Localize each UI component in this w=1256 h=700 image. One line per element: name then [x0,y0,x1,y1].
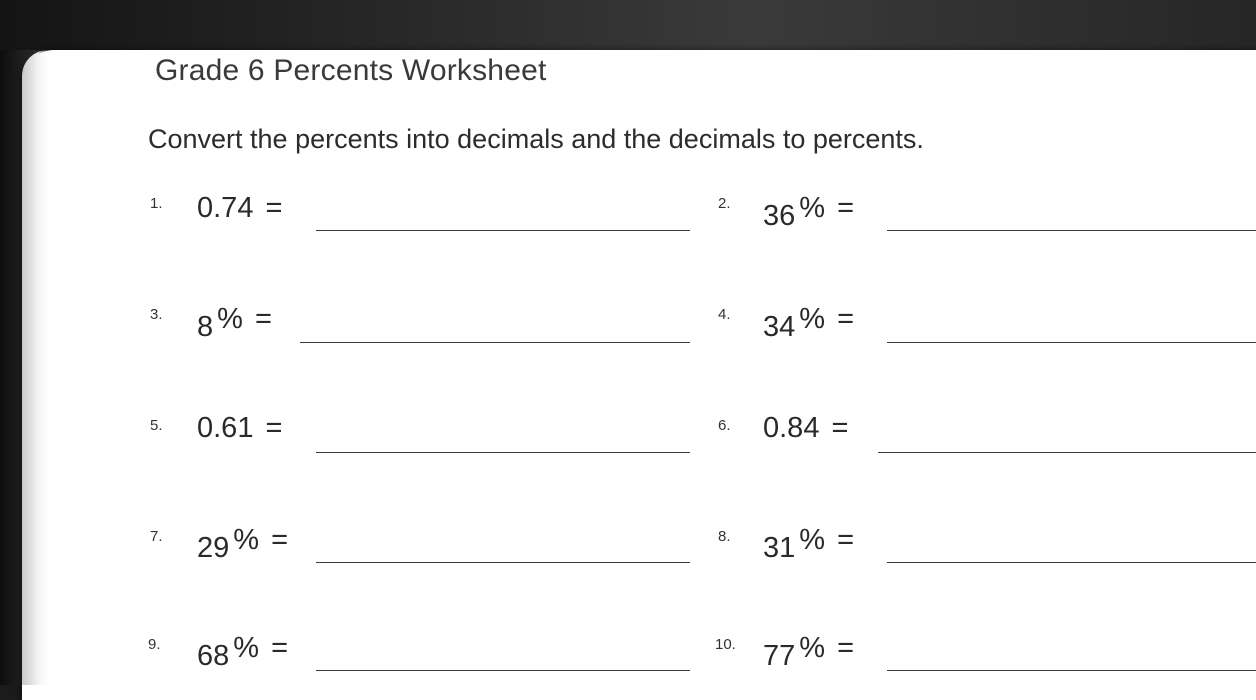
equals-sign: = [837,192,854,224]
worksheet-title: Grade 6 Percents Worksheet [155,54,547,87]
problem-expression [763,632,854,672]
problem-number: 2. [718,195,731,212]
problem-expression [197,412,282,445]
problem-number: 5. [150,417,163,434]
problem-expression [197,524,288,564]
percent-sign: % [233,632,260,664]
problem-value: 0.74 [197,192,254,224]
problem-number: 8. [718,528,731,545]
problem-value: 0.84 [763,412,820,444]
percent-sign: % [799,192,826,224]
answer-line[interactable] [300,342,690,343]
equals-sign: = [837,303,854,335]
worksheet-instructions: Convert the percents into decimals and the decimals to percents. [148,124,924,154]
percent-sign: % [799,632,826,664]
problem-value: 68 [197,640,230,672]
answer-line[interactable] [878,452,1256,453]
problem-number: 1. [150,195,163,212]
answer-line[interactable] [316,452,690,453]
problem-expression [763,303,854,343]
problem-expression [763,412,848,445]
percent-sign: % [799,303,826,335]
equals-sign: = [271,524,288,556]
answer-line[interactable] [887,342,1256,343]
answer-line[interactable] [887,230,1256,231]
percent-sign: % [217,303,243,335]
problem-number: 10. [715,636,736,653]
percent-sign: % [233,524,260,556]
equals-sign: = [254,303,272,335]
problem-number: 9. [148,636,161,653]
problem-expression [763,192,854,232]
problem-value: 34 [763,311,796,343]
problem-expression [197,192,282,225]
answer-line[interactable] [316,670,690,671]
problem-expression [197,632,288,672]
percent-sign: % [799,524,826,556]
problem-value: 36 [763,200,796,232]
equals-sign: = [265,192,283,224]
answer-line[interactable] [316,230,690,231]
equals-sign: = [265,412,283,444]
problem-number: 6. [718,417,731,434]
equals-sign: = [837,524,854,556]
problem-value: 77 [763,640,796,672]
problem-number: 3. [150,306,163,323]
problem-value: 29 [197,532,230,564]
problem-expression [763,524,854,564]
problem-value: 0.61 [197,412,254,444]
answer-line[interactable] [316,562,690,563]
problem-number: 7. [150,528,163,545]
problem-number: 4. [718,306,731,323]
equals-sign: = [837,632,854,664]
problem-value: 8 [197,311,214,343]
answer-line[interactable] [887,670,1256,671]
answer-line[interactable] [887,562,1256,563]
equals-sign: = [831,412,849,444]
equals-sign: = [271,632,288,664]
problem-value: 31 [763,532,796,564]
problem-expression [197,303,272,343]
